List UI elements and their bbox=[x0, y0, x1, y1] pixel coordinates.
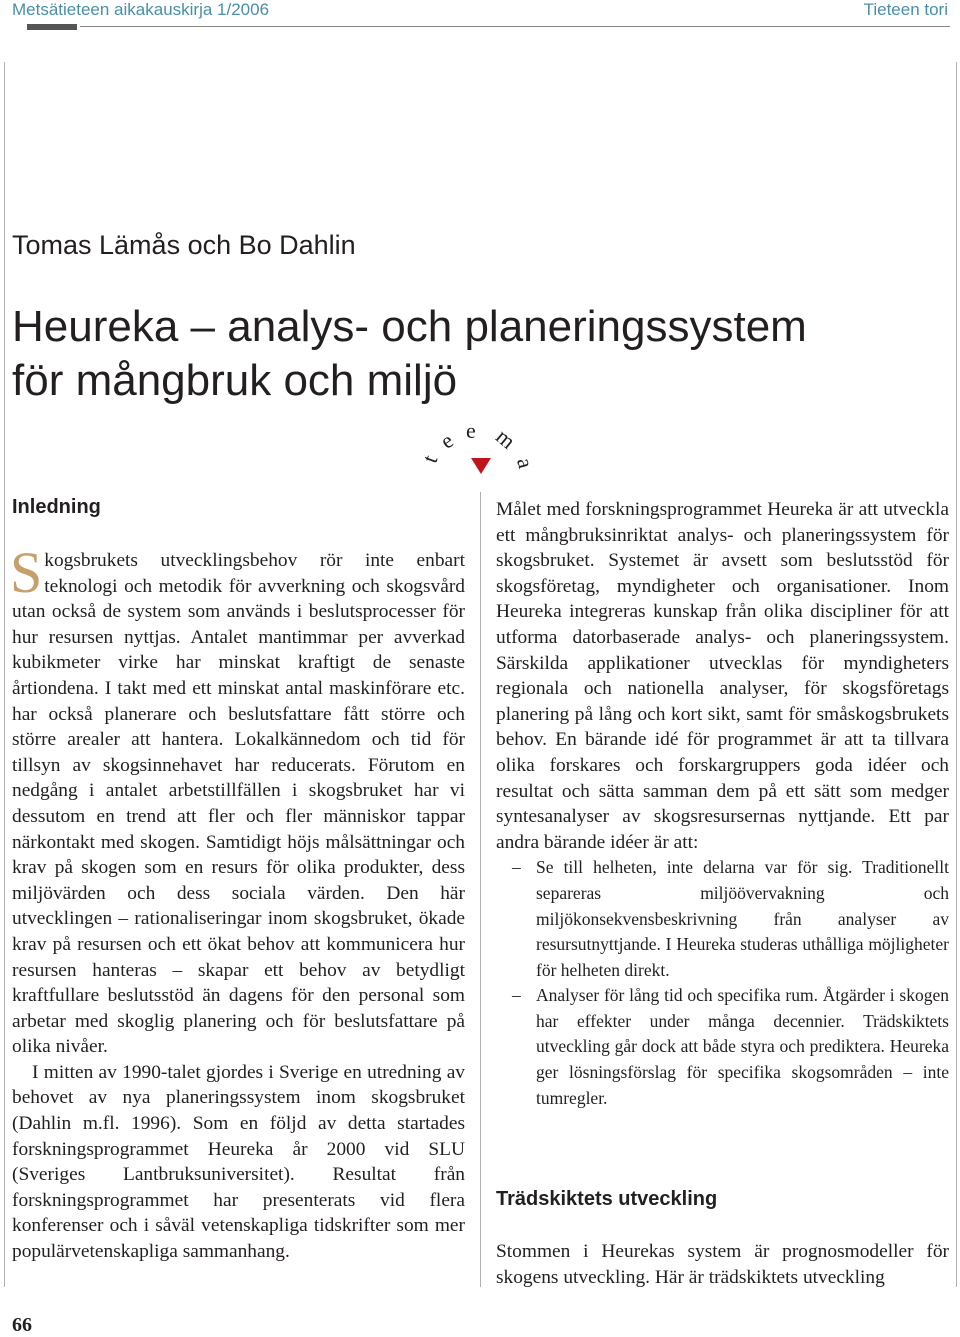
title-line-1: Heureka – analys- och planeringssystem bbox=[12, 302, 807, 351]
running-header-journal: Metsätieteen aikakauskirja 1/2006 bbox=[12, 0, 270, 19]
header-bar bbox=[27, 24, 77, 30]
teema-logo bbox=[415, 416, 545, 486]
page-number: 66 bbox=[12, 1314, 32, 1336]
list-item-text: Se till helheten, inte delarna var för sig. Traditionellt separeras miljöövervakning och miljökonsekvensbeskrivning från analyser av resursutnyttjande. I Heureka studeras uthålliga möjligheter för helheten direkt. bbox=[536, 857, 949, 980]
article-authors: Tomas Lämås och Bo Dahlin bbox=[12, 230, 356, 260]
list-item bbox=[496, 855, 949, 983]
list-item-text: Analyser för lång tid och specifika rum. Åtgärder i skogen har effekter under många decennier. Trädskiktets utveckling går dock att både styra och prediktera. Heureka ger lösningsförslag för specifika skogsområden – inte tumregler. bbox=[536, 985, 949, 1108]
teema-letter-t: t bbox=[416, 451, 443, 466]
section-heading-inledning: Inledning bbox=[12, 496, 101, 518]
left-paragraph-1-text: kogsbrukets utvecklingsbehov rör inte enbart teknologi och metodik för avverkning och skogsvård utan också de system som används i beslutsprocesser för hur resursen nyttjas. Antalet mantimmar per avverkad kubikmeter virke har minskat kraftigt de senaste årtiondena. I takt med ett minskat antal maskinförare etc. har också planerare och beslutsfattare fått större och större arealer att hantera. Lokalkännedom och tid för tillsyn av skogsinnehavet har reducerats. Förutom en nedgång i antalet arbetstillfällen i skogsbruket har vi dessutom en trend att fler och fler människor tappar närkontakt med skogen. Samtidigt höjs målsättningar och krav på skogen som en resurs för olika produkter, dess miljövärden och dess sociala värden. Den här utvecklingen – rationaliseringar inom skogsbruket, ökade krav på resursen och ett ökat behov att kommunicera hur resursen hanteras – skapar ett behov av betydligt kraftfullare beslutsstöd än dagens för den personal som arbetar med skoglig planering och för beslutsfattare på olika nivåer. bbox=[12, 550, 465, 1058]
list-item bbox=[496, 983, 949, 1111]
column-divider bbox=[480, 492, 481, 1287]
teema-triangle-icon bbox=[471, 458, 491, 474]
bullet-list bbox=[496, 855, 949, 1111]
section-heading-tradskiktets: Trädskiktets utveckling bbox=[496, 1188, 718, 1210]
dash-marker: – bbox=[512, 985, 521, 1006]
article-title bbox=[12, 300, 807, 408]
right-paragraph-1: Målet med forskningsprogrammet Heureka är att utveckla ett mångbruksinriktat analys- och planeringssystem för skogsbruket. Systemet är avsett som beslutsstöd för skogsföretag, myndigheter och organisationer. Inom Heureka integreras kunskap från olika discipliner för att utforma datorbaserade analys- och planeringssystem. Särskilda applikationer utvecklas för myndigheters regionala och nationella analyser, för skogsföretags planering på lång och kort sikt, samt för småskogsbrukets behov. En bärande idé för programmet är att ta tillvara olika forskares och forskargruppers goda idéer och resultat och sätta samman dem på ett sätt som medger syntesanalyser av skogsresursernas nyttjande. Ett par andra bärande idéer är att: bbox=[496, 499, 949, 853]
title-line-2: för mångbruk och miljö bbox=[12, 356, 458, 405]
running-header-section: Tieteen tori bbox=[863, 0, 948, 19]
left-paragraph-2: I mitten av 1990-talet gjordes i Sverige en utredning av behovet av nya planeringssystem inom skogsbruket (Dahlin m.fl. 1996). Som en följd av detta startades forskningsprogrammet Heureka år 2000 vid SLU (Sveriges Lantbruksuniversitet). Resultat från forskningsprogrammet har presenterats vid flera konferenser och i såväl vetenskapliga tidskrifter som mer populärvetenskapliga sammanhang. bbox=[12, 1061, 465, 1263]
teema-letter-e1: e bbox=[435, 427, 458, 454]
teema-letter-a: a bbox=[512, 454, 539, 471]
teema-letter-m: m bbox=[491, 423, 521, 454]
left-margin-rule bbox=[4, 62, 5, 1287]
right-margin-rule bbox=[956, 62, 957, 1287]
teema-letter-e2: e bbox=[466, 418, 476, 443]
left-paragraph-1 bbox=[10, 540, 465, 1060]
right-column-bottom bbox=[496, 1239, 949, 1290]
dropcap: S bbox=[10, 540, 43, 605]
right-column bbox=[496, 497, 949, 1111]
header-rule bbox=[80, 26, 950, 27]
right-paragraph-2: Stommen i Heurekas system är prognosmodeller för skogens utveckling. Här är trädskiktets utveckling bbox=[496, 1241, 949, 1288]
dash-marker: – bbox=[512, 857, 521, 878]
left-column bbox=[10, 540, 465, 1265]
